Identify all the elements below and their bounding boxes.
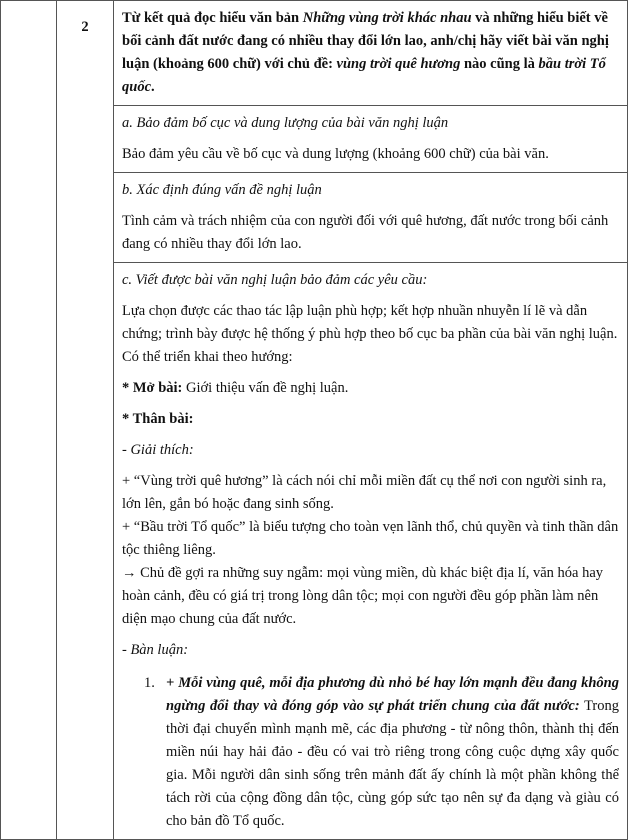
section-b	[114, 172, 627, 262]
section-a-text: Bảo đảm yêu cầu về bố cục và dung lượng (khoảng 600 chữ) của bài văn.	[122, 146, 549, 162]
than-bai-label: * Thân bài:	[122, 411, 194, 427]
giai-thich-label: - Giải thích:	[122, 442, 194, 458]
list-number: 1.	[144, 675, 155, 691]
section-b-heading: b. Xác định đúng vấn đề nghị luận	[122, 182, 322, 198]
empty-cell	[1, 1, 57, 840]
section-b-text: Tình cảm và trách nhiệm của con người đối với quê hương, đất nước trong bối cảnh đang có nhiều thay đổi lớn lao.	[122, 213, 609, 252]
list-item	[144, 672, 619, 833]
section-c-intro: Lựa chọn được các thao tác lập luận phù hợp; kết hợp nhuần nhuyễn lí lẽ và dẫn chứng; trình bày được hệ thống ý phù hợp theo bố cục ba phần của bài văn nghị luận. Có thể triển khai theo hướng:	[122, 303, 618, 365]
list-item-body: + Mỗi vùng quê, mỗi địa phương dù nhỏ bé hay lớn mạnh đều đang không ngừng đổi thay và đóng góp vào sự phát triển chung của đất nước: Trong thời đại chuyển mình mạnh mẽ, các địa phương - từ nông thôn, thành thị đến miền núi hay hải đảo - đều có vai trò riêng trong công cuộc dựng xây quốc gia. Mỗi người dân sinh sống trên mảnh đất ấy chính là một phần không thể tách rời của cộng đồng dân tộc, cùng góp sức tạo nên sự đa dạng và giàu có cho bản đồ Tổ quốc.	[166, 675, 619, 829]
section-c-heading: c. Viết được bài văn nghị luận bảo đảm các yêu cầu:	[122, 272, 428, 288]
mo-bai: * Mở bài: Giới thiệu vấn đề nghị luận.	[122, 380, 349, 396]
giai-thich-3: → Chủ đề gợi ra những suy ngẫm: mọi vùng miền, dù khác biệt địa lí, văn hóa hay hoàn cảnh, đều có giá trị trong lòng dân tộc; mọi con người đều góp phần làm nên diện mạo chung của đất nước.	[122, 565, 604, 627]
section-c	[114, 262, 627, 839]
section-a-heading: a. Bảo đảm bố cục và dung lượng của bài văn nghị luận	[122, 115, 449, 131]
section-a	[114, 105, 627, 172]
content-cell	[114, 1, 628, 840]
question-number: 2	[57, 1, 114, 840]
giai-thich-1: + “Vùng trời quê hương” là cách nói chỉ mỗi miền đất cụ thể nơi con người sinh ra, lớn lên, gắn bó hoặc đang sinh sống.	[122, 473, 607, 512]
ban-luan-label: - Bàn luận:	[122, 642, 189, 658]
giai-thich-2: + “Bầu trời Tổ quốc” là biểu tượng cho toàn vẹn lãnh thổ, chủ quyền và tinh thần dân tộc thiêng liêng.	[122, 519, 619, 558]
question-prompt: Từ kết quả đọc hiểu văn bản Những vùng trời khác nhau và những hiểu biết về bối cảnh đất nước đang có nhiều thay đổi lớn lao, anh/chị hãy viết bài văn nghị luận (khoảng 600 chữ) với chủ đề: vùng trời quê hương nào cũng là bầu trời Tổ quốc.	[122, 10, 609, 95]
table-row	[1, 1, 628, 840]
